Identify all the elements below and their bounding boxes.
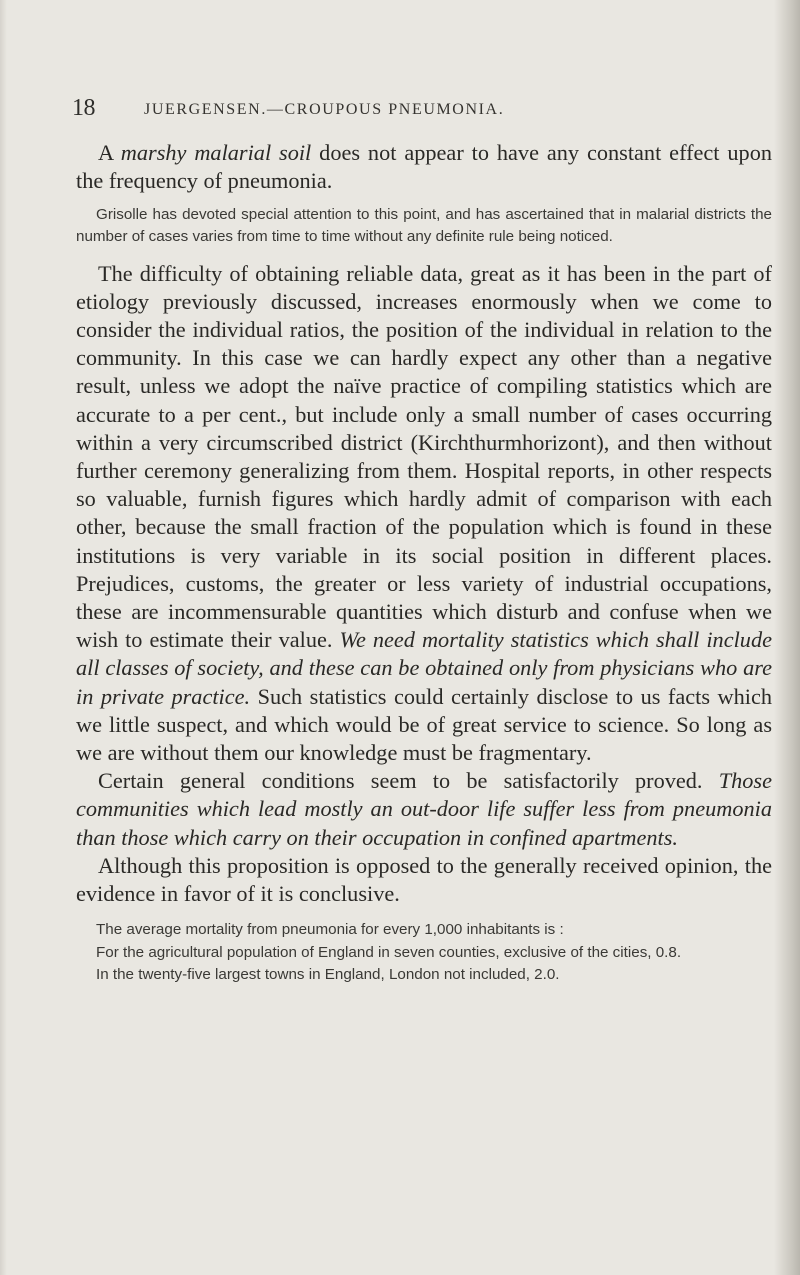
paragraph-difficulty-italic: We need mortality statistics which shall include all classes of society, and these can be obtained only from physicians who are in private practice. [76, 627, 772, 709]
running-head: JUERGENSEN.—CROUPOUS PNEUMONIA. [144, 101, 505, 118]
mortality-statistics [76, 919, 772, 986]
paragraph-marshy-soil-italic: marshy malarial soil [120, 140, 312, 165]
page-edge-left [0, 0, 7, 1275]
page-number: 18 [72, 95, 95, 121]
stats-agricultural: For the agricultural population of England in seven counties, exclusive of the cities, 0.8. [96, 943, 682, 961]
note-grisolle [76, 204, 772, 247]
paragraph-difficulty [76, 260, 772, 768]
note-grisolle-text: Grisolle has devoted special attention to this point, and has ascertained that in malarial districts the number of cases varies from time to time without any definite rule being noticed. [76, 206, 772, 245]
page-header [72, 95, 772, 139]
stats-intro: The average mortality from pneumonia for every 1,000 inhabitants is : [96, 921, 564, 939]
page-edge-right [774, 0, 800, 1275]
paragraph-marshy-soil [76, 139, 772, 195]
paragraph-general-conditions [76, 767, 772, 852]
paragraph-proposition: Although this proposition is opposed to the generally received opinion, the evidence in favor of it is conclusive. [76, 852, 772, 907]
paragraph-marshy-soil-post: does not appear to have any constant effect upon the frequency of pneumonia. [76, 140, 772, 194]
paragraph-difficulty-pre: The difficulty of obtaining reliable data, great as it has been in the part of etiology previously discussed, increases enormously when we come to consider the individual ratios, the position of the individual in relation to the community. In this case we can hardly expect any other than a negative result, unless we adopt the naïve practice of compiling statistics which are accurate to a per cent., but include only a small number of cases occurring within a very circumscribed district (Kirchthurmhorizont), and then without further ceremony generalizing from them. Hospital reports, in other respects so valuable, furnish figures which hardly admit of comparison with each other, because the small fraction of the population which is found in these institutions is very variable in its social position in different places. Prejudices, customs, the greater or less variety of industrial occupations, these are incommensurable quantities which disturb and confuse when we wish to estimate their value. [76, 260, 772, 653]
paragraph-general-conditions-italic: Those communities which lead mostly an out-door life suffer less from pneumonia than those which carry on their occupation in confined apartments. [76, 768, 772, 850]
paragraph-marshy-soil-pre: A [98, 140, 121, 165]
paragraph-general-conditions-pre: Certain general conditions seem to be satisfactorily proved. [98, 768, 719, 794]
stats-towns: In the twenty-five largest towns in England, London not included, 2.0. [96, 966, 560, 984]
book-page [72, 95, 772, 987]
paragraph-difficulty-post: Such statistics could certainly disclose to us facts which we little suspect, and which would be of great service to science. So long as we are without them our knowledge must be fragmentary. [76, 683, 772, 766]
